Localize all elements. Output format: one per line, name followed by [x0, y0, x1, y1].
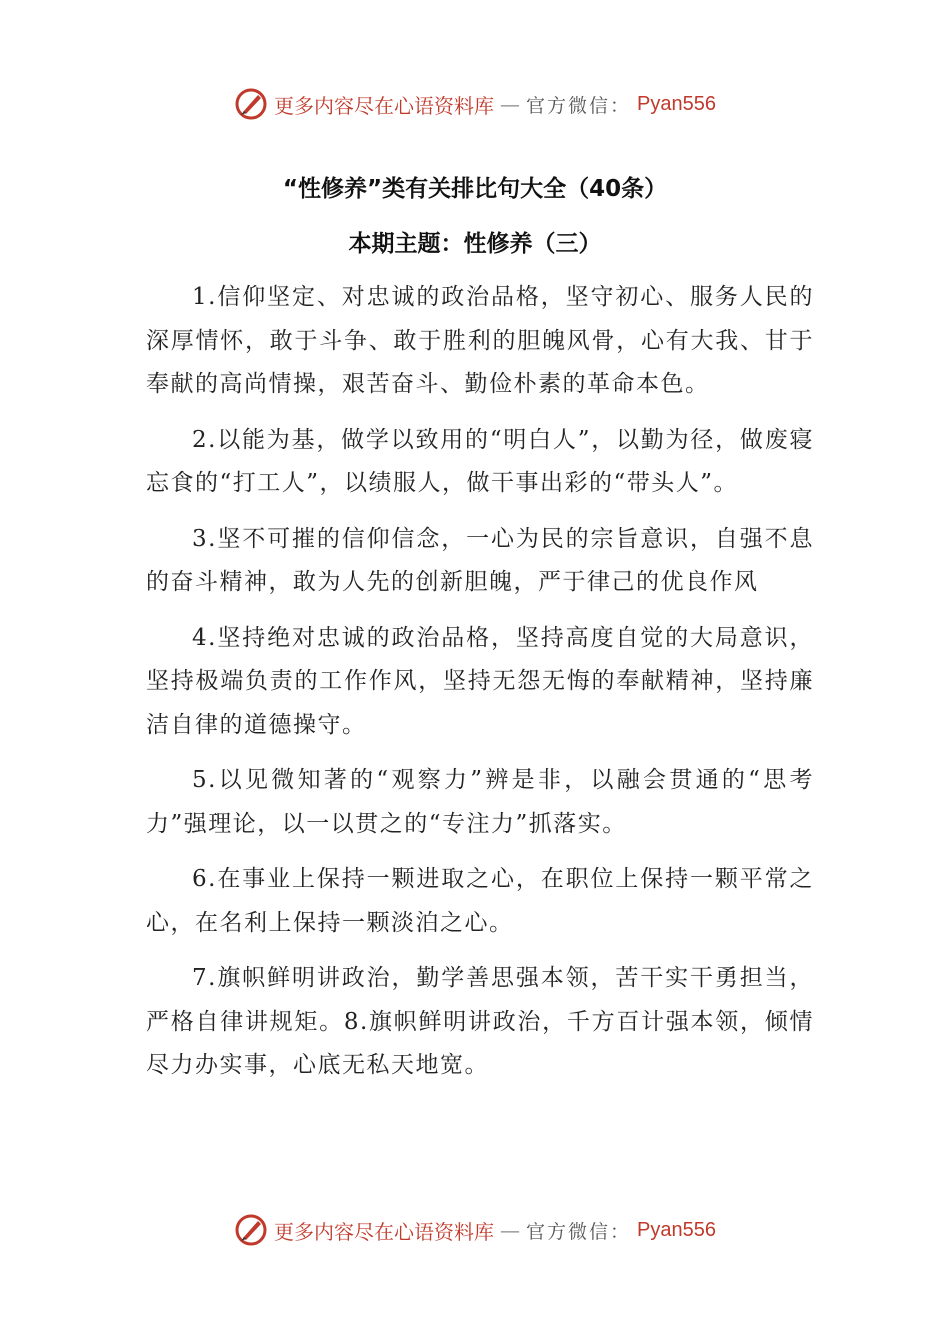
- paragraph-4: 4.坚持绝对忠诚的政治品格，坚持高度自觉的大局意识，坚持极端负责的工作作风，坚持无怨无悔的奉献精神，坚持廉洁自律的道德操守。: [146, 624, 814, 738]
- header-banner: [0, 84, 950, 124]
- paragraph-3: 3.坚不可摧的信仰信念，一心为民的宗旨意识，自强不息的奋斗精神，敢为人先的创新胆魄，严于律己的优良作风: [146, 525, 814, 595]
- paragraph-2: 2.以能为基，做学以致用的“明白人”，以勤为径，做废寝忘食的“打工人”，以绩服人，做干事出彩的“带头人”。: [146, 426, 814, 496]
- banner-wechat-id: Pyan556: [637, 92, 716, 115]
- banner-text: 更多内容尽在心语资料库: [274, 1219, 494, 1244]
- banner-wechat-label: 官方微信：: [526, 1220, 632, 1243]
- paragraph-6: 6.在事业上保持一颗进取之心，在职位上保持一颗平常之心，在名利上保持一颗淡泊之心。: [146, 866, 814, 936]
- banner-separator: —: [500, 1218, 520, 1242]
- paragraph-1: 1.信仰坚定、对忠诚的政治品格，坚守初心、服务人民的深厚情怀，敢于斗争、敢于胜利的胆魄风骨，心有大我、甘于奉献的高尚情操，艰苦奋斗、勤俭朴素的革命本色。: [146, 284, 814, 397]
- banner-wechat-id: Pyan556: [637, 1218, 716, 1241]
- quill-pen-circle-icon: [234, 1213, 268, 1247]
- banner-text: 更多内容尽在心语资料库: [274, 93, 494, 118]
- document-title: “性修养”类有关排比句大全（40条）: [282, 176, 668, 202]
- document-body: [146, 276, 814, 1100]
- banner-wechat-label: 官方微信：: [526, 94, 632, 117]
- document-subtitle: 本期主题：性修养（三）: [348, 231, 602, 257]
- paragraph-5: 5.以见微知著的“观察力”辨是非，以融会贯通的“思考力”强理论，以一以贯之的“专注力”抓落实。: [146, 767, 814, 837]
- footer-banner: [0, 1210, 950, 1250]
- banner-separator: —: [500, 92, 520, 116]
- quill-pen-circle-icon: [234, 87, 268, 121]
- paragraph-7: 7.旗帜鲜明讲政治，勤学善思强本领，苦干实干勇担当，严格自律讲规矩。8.旗帜鲜明讲政治，千方百计强本领，倾情尽力办实事，心底无私天地宽。: [146, 965, 814, 1078]
